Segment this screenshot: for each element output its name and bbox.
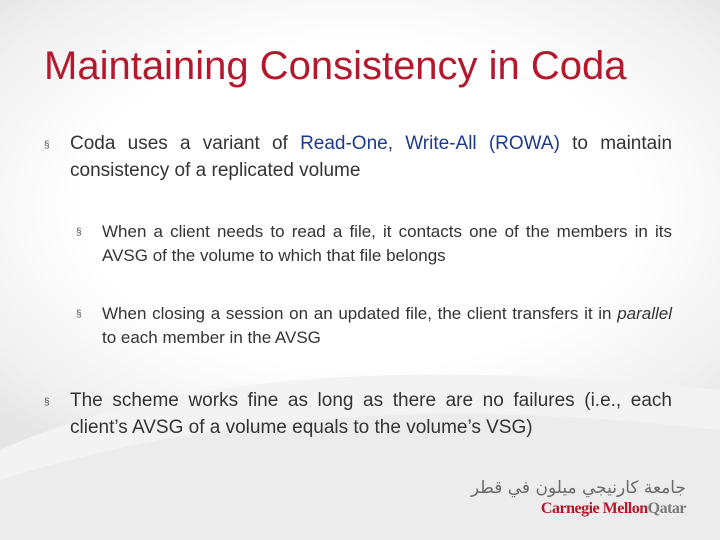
logo-arabic-text: جامعة كارنيجي ميلون في قطر [470, 478, 686, 498]
bullet-marker-icon: § [44, 140, 50, 151]
bullet-2 [44, 387, 672, 441]
parallel-term: parallel [617, 304, 672, 323]
logo-english-text: Carnegie MellonQatar [540, 500, 686, 517]
bullet-1-text: Coda uses a variant of Read-One, Write-All (ROWA) to maintain consistency of a replicated volume [70, 133, 673, 181]
bullet-marker-icon: § [44, 397, 50, 408]
rowa-term: Read-One, Write-All (ROWA) [300, 133, 560, 154]
bullet-2-text: The scheme works fine as long as there are no failures (i.e., each client’s AVSG of a volume equals to the volume’s VSG) [70, 390, 672, 438]
sub-bullet-1 [76, 220, 672, 268]
slide-title: Maintaining Consistency in Coda [44, 44, 627, 88]
cmu-qatar-logo [470, 478, 690, 522]
sub-bullet-2-text: When closing a session on an updated file, the client transfers it in parallel to each member in the AVSG [102, 304, 672, 347]
sub-bullet-2 [76, 302, 672, 350]
bullet-1 [44, 130, 672, 184]
bullet-marker-icon: § [76, 309, 82, 320]
sub-bullet-1-text: When a client needs to read a file, it contacts one of the members in its AVSG of the volume to which that file belongs [102, 222, 672, 265]
bullet-marker-icon: § [76, 227, 82, 238]
